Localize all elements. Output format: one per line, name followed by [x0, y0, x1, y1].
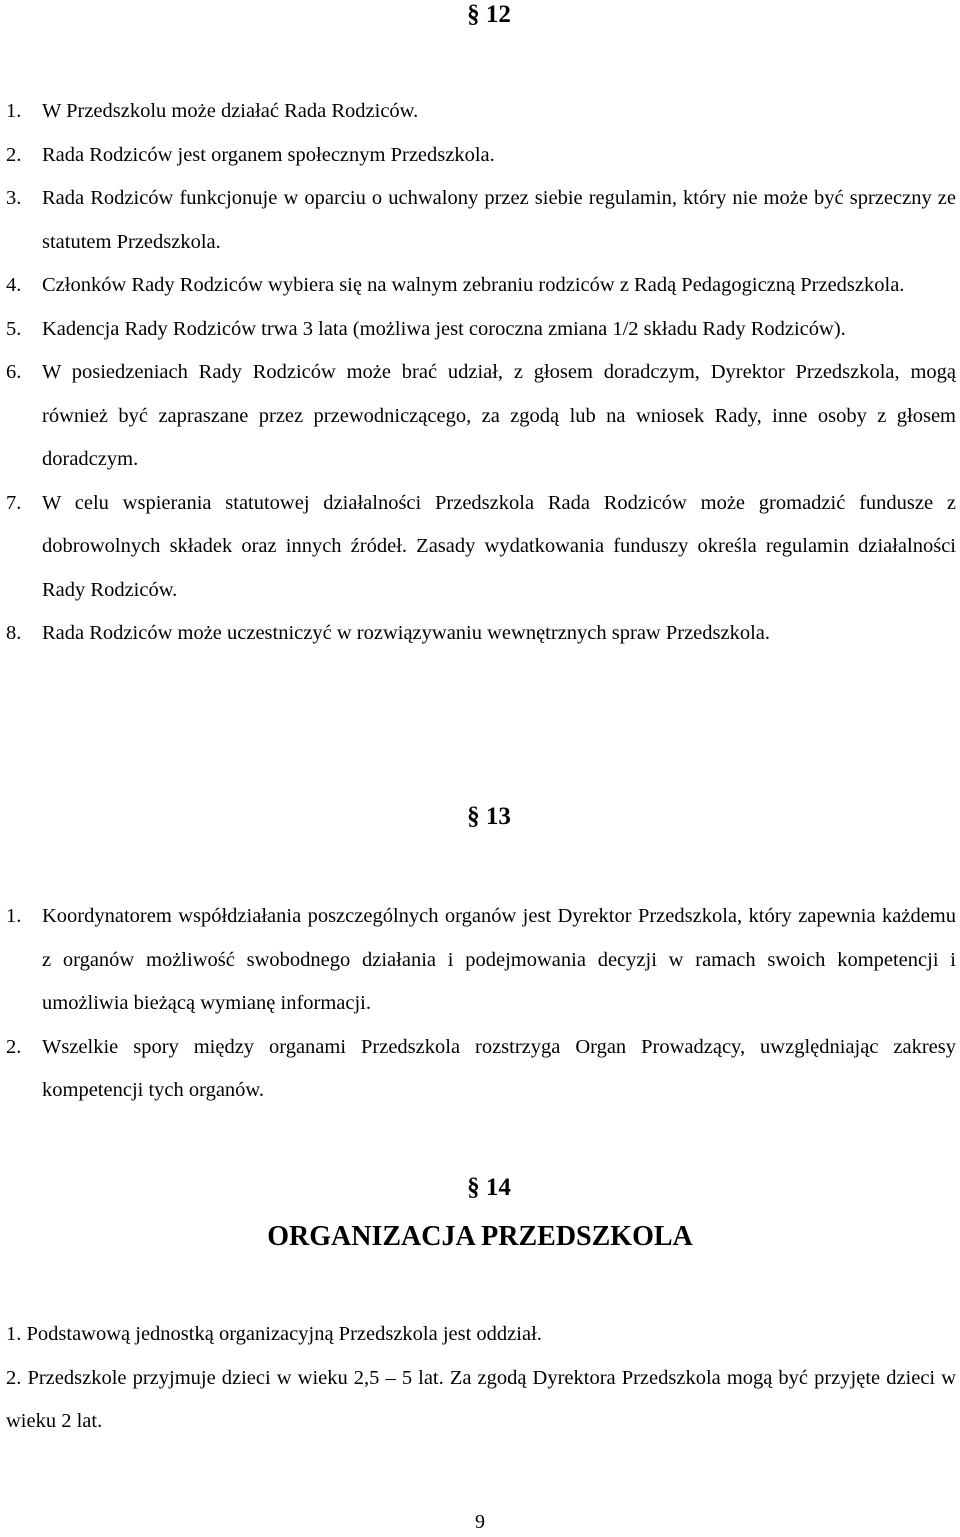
item-text: Przedszkole przyjmuje dzieci w wieku 2,5 – 5 lat. Za zgodą Dyrektora Przedszkola mogą być przyjęte dzieci w wieku 2 lat. — [6, 1366, 957, 1432]
list-item — [6, 134, 956, 178]
item-text: Koordynatorem współdziałania poszczególnych organów jest Dyrektor Przedszkola, który zapewnia każdemu z organów możliwość swobodnego działania i podejmowania decyzji w ramach swoich kompetencji i umożliwia bieżącą wymianę informacji. — [42, 905, 956, 1014]
item-text: W Przedszkolu może działać Rada Rodziców. — [42, 100, 419, 122]
item-text: Rada Rodziców jest organem społecznym Przedszkola. — [42, 143, 495, 166]
item-number: 4. — [6, 274, 22, 296]
item-number: 1. — [6, 100, 22, 122]
section-12-heading: § 12 — [467, 1, 511, 28]
list-item — [6, 482, 956, 613]
list-item — [6, 90, 956, 134]
item-text: Kadencja Rady Rodziców trwa 3 lata (możliwa jest coroczna zmiana 1/2 składu Rady Rodziców). — [42, 317, 846, 340]
section-title: ORGANIZACJA PRZEDSZKOLA — [267, 1221, 693, 1252]
item-number: 3. — [6, 187, 22, 209]
item-number: 2. — [6, 1366, 22, 1389]
list-item — [6, 177, 956, 264]
section-13-heading: § 13 — [467, 803, 511, 830]
list-item — [6, 895, 956, 1026]
list-item — [6, 351, 956, 482]
page-number: 9 — [475, 1511, 485, 1533]
section-14-heading: § 14 — [467, 1174, 511, 1201]
list-item — [6, 264, 956, 308]
item-text: Wszelkie spory między organami Przedszkola rozstrzyga Organ Prowadzący, uwzględniając zakresy kompetencji tych organów. — [42, 1035, 956, 1101]
list-item — [6, 1357, 956, 1444]
item-text: W posiedzeniach Rady Rodziców może brać udział, z głosem doradczym, Dyrektor Przedszkola, mogą również być zapraszane przez przewodniczącego, za zgodą lub na wniosek Rady, inne osoby z głosem doradczym. — [42, 361, 956, 470]
item-number: 6. — [6, 361, 22, 383]
list-item — [6, 308, 956, 352]
item-number: 1. — [6, 905, 22, 927]
item-number: 7. — [6, 491, 22, 514]
section-13-list — [6, 895, 956, 1113]
item-text: Podstawową jednostką organizacyjną Przedszkola jest oddział. — [26, 1323, 542, 1345]
item-number: 2. — [6, 143, 22, 166]
list-item — [6, 1313, 956, 1357]
item-text: Rada Rodziców funkcjonuje w oparciu o uchwalony przez siebie regulamin, który nie może być sprzeczny ze statutem Przedszkola. — [42, 187, 956, 253]
list-item — [6, 1026, 956, 1113]
item-number: 2. — [6, 1035, 22, 1058]
item-text: Członków Rady Rodziców wybiera się na walnym zebraniu rodziców z Radą Pedagogiczną Przedszkola. — [42, 274, 905, 296]
item-number: 8. — [6, 622, 22, 644]
section-14-list — [6, 1313, 956, 1444]
item-number: 5. — [6, 317, 22, 340]
item-text: Rada Rodziców może uczestniczyć w rozwiązywaniu wewnętrznych spraw Przedszkola. — [42, 622, 771, 644]
section-12-list — [6, 90, 956, 656]
list-item — [6, 612, 956, 656]
item-text: W celu wspierania statutowej działalności Przedszkola Rada Rodziców może gromadzić fundusze z dobrowolnych składek oraz innych źródeł. Zasady wydatkowania funduszy określa regulamin działalności Rady Rodziców. — [42, 491, 956, 601]
item-number: 1. — [6, 1323, 22, 1345]
